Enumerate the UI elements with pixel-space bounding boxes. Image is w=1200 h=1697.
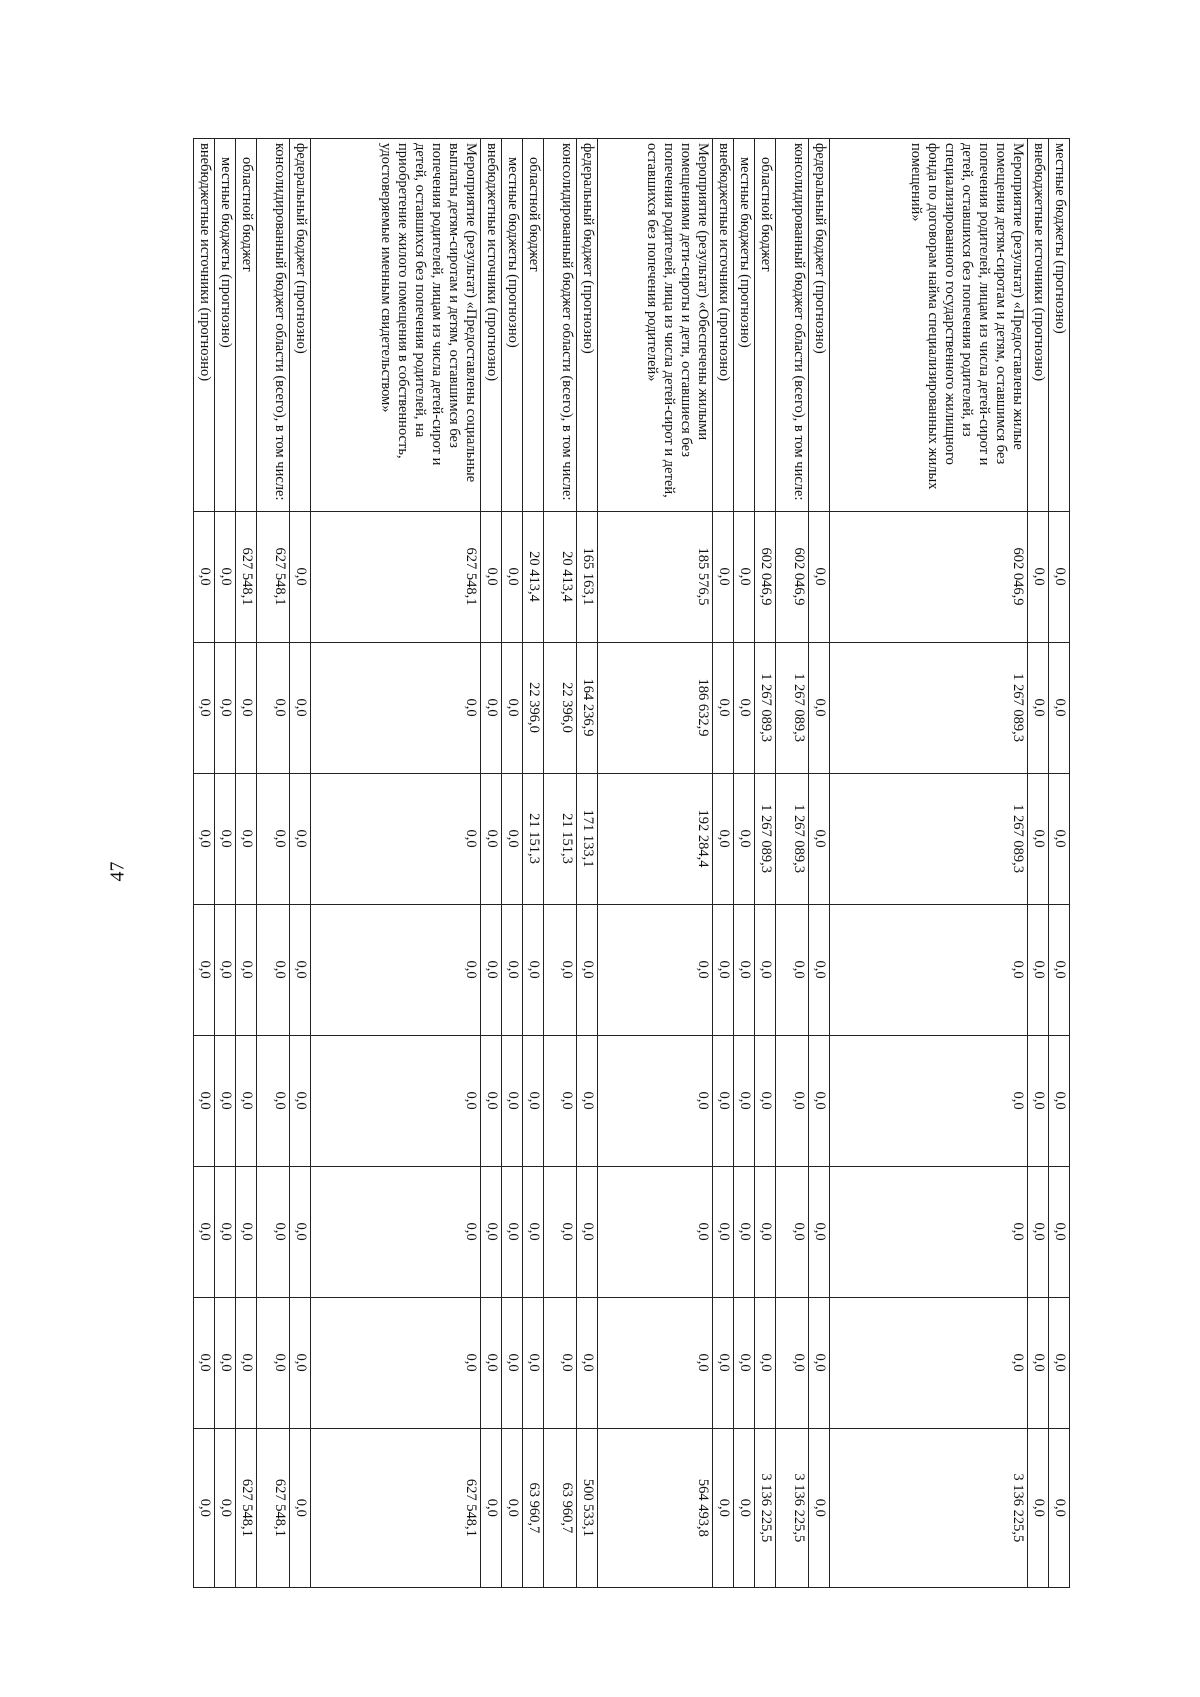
table-row bbox=[502, 139, 523, 1588]
row-value-cell: 0,0 bbox=[808, 773, 829, 904]
row-label: федеральный бюджет (прогнозно) bbox=[576, 139, 597, 512]
row-value-cell: 0,0 bbox=[734, 1297, 755, 1428]
row-value-cell: 602 046,9 bbox=[755, 511, 776, 642]
row-value-cell: 0,0 bbox=[713, 1297, 734, 1428]
row-value-cell: 602 046,9 bbox=[829, 511, 1027, 642]
row-value-cell: 0,0 bbox=[576, 904, 597, 1035]
row-value-cell: 0,0 bbox=[776, 1297, 809, 1428]
row-value-cell: 0,0 bbox=[734, 1166, 755, 1297]
row-value-cell: 0,0 bbox=[236, 642, 257, 773]
row-total-cell: 0,0 bbox=[734, 1428, 755, 1587]
row-value-cell: 0,0 bbox=[576, 1035, 597, 1166]
row-value-cell: 22 396,0 bbox=[523, 642, 544, 773]
row-value-cell: 192 284,4 bbox=[597, 773, 712, 904]
table-row bbox=[523, 139, 544, 1588]
row-value-cell: 0,0 bbox=[544, 1297, 577, 1428]
row-value-cell: 0,0 bbox=[236, 773, 257, 904]
row-label: внебюджетные источники (прогнозно) bbox=[1028, 139, 1049, 512]
row-value-cell: 1 267 089,3 bbox=[776, 642, 809, 773]
row-value-cell: 0,0 bbox=[597, 1297, 712, 1428]
row-total-cell: 627 548,1 bbox=[236, 1428, 257, 1587]
row-value-cell: 0,0 bbox=[734, 642, 755, 773]
row-total-cell: 0,0 bbox=[215, 1428, 236, 1587]
row-label: консолидированный бюджет области (всего), в том числе: bbox=[544, 139, 577, 512]
row-value-cell: 0,0 bbox=[1049, 1035, 1070, 1166]
row-value-cell: 0,0 bbox=[257, 904, 290, 1035]
table-row bbox=[1028, 139, 1049, 1588]
row-value-cell: 0,0 bbox=[755, 1035, 776, 1166]
row-value-cell: 0,0 bbox=[481, 904, 502, 1035]
row-total-cell: 0,0 bbox=[1049, 1428, 1070, 1587]
row-value-cell: 0,0 bbox=[502, 1166, 523, 1297]
row-value-cell: 0,0 bbox=[289, 642, 310, 773]
row-value-cell: 0,0 bbox=[194, 1035, 215, 1166]
row-value-cell: 0,0 bbox=[597, 1035, 712, 1166]
row-value-cell: 22 396,0 bbox=[544, 642, 577, 773]
row-value-cell: 0,0 bbox=[544, 904, 577, 1035]
row-value-cell: 0,0 bbox=[1049, 1297, 1070, 1428]
row-value-cell: 0,0 bbox=[1028, 904, 1049, 1035]
row-total-cell: 0,0 bbox=[194, 1428, 215, 1587]
table-row bbox=[215, 139, 236, 1588]
row-value-cell: 21 151,3 bbox=[544, 773, 577, 904]
row-value-cell: 0,0 bbox=[829, 904, 1027, 1035]
table-row bbox=[310, 139, 481, 1588]
row-value-cell: 0,0 bbox=[808, 1035, 829, 1166]
row-value-cell: 0,0 bbox=[808, 1166, 829, 1297]
row-value-cell: 0,0 bbox=[194, 1297, 215, 1428]
row-total-cell: 3 136 225,5 bbox=[829, 1428, 1027, 1587]
row-value-cell: 1 267 089,3 bbox=[829, 642, 1027, 773]
table-row bbox=[257, 139, 290, 1588]
row-value-cell: 0,0 bbox=[829, 1035, 1027, 1166]
row-total-cell: 0,0 bbox=[481, 1428, 502, 1587]
row-value-cell: 0,0 bbox=[289, 1166, 310, 1297]
table-row bbox=[597, 139, 712, 1588]
row-value-cell: 0,0 bbox=[289, 511, 310, 642]
row-label: Мероприятие (результат) «Обеспечены жилыми помещениями дети-сироты и дети, оставшиеся без попечения родителей, лица из числа детей-сирот и детей, оставшихся без попечения родителей» bbox=[597, 139, 712, 512]
row-total-cell: 3 136 225,5 bbox=[776, 1428, 809, 1587]
row-value-cell: 0,0 bbox=[215, 1297, 236, 1428]
row-value-cell: 0,0 bbox=[734, 773, 755, 904]
row-value-cell: 0,0 bbox=[502, 904, 523, 1035]
table-row bbox=[808, 139, 829, 1588]
row-value-cell: 0,0 bbox=[576, 1166, 597, 1297]
table-row bbox=[236, 139, 257, 1588]
row-value-cell: 0,0 bbox=[1028, 642, 1049, 773]
row-value-cell: 0,0 bbox=[502, 1035, 523, 1166]
row-label: местные бюджеты (прогнозно) bbox=[502, 139, 523, 512]
row-total-cell: 3 136 225,5 bbox=[755, 1428, 776, 1587]
row-value-cell: 1 267 089,3 bbox=[776, 773, 809, 904]
row-value-cell: 0,0 bbox=[215, 773, 236, 904]
row-value-cell: 0,0 bbox=[289, 904, 310, 1035]
row-total-cell: 0,0 bbox=[502, 1428, 523, 1587]
row-value-cell: 0,0 bbox=[215, 642, 236, 773]
row-value-cell: 0,0 bbox=[481, 773, 502, 904]
row-value-cell: 0,0 bbox=[808, 1297, 829, 1428]
row-value-cell: 0,0 bbox=[1049, 642, 1070, 773]
row-label: местные бюджеты (прогнозно) bbox=[215, 139, 236, 512]
row-value-cell: 0,0 bbox=[289, 773, 310, 904]
row-value-cell: 0,0 bbox=[713, 1166, 734, 1297]
row-value-cell: 0,0 bbox=[502, 1297, 523, 1428]
row-value-cell: 0,0 bbox=[215, 511, 236, 642]
table-row bbox=[481, 139, 502, 1588]
row-value-cell: 0,0 bbox=[734, 511, 755, 642]
row-total-cell: 0,0 bbox=[1028, 1428, 1049, 1587]
row-value-cell: 0,0 bbox=[1028, 511, 1049, 642]
row-value-cell: 0,0 bbox=[236, 904, 257, 1035]
row-value-cell: 1 267 089,3 bbox=[755, 642, 776, 773]
table-row bbox=[713, 139, 734, 1588]
row-label: внебюджетные источники (прогнозно) bbox=[713, 139, 734, 512]
row-value-cell: 0,0 bbox=[776, 904, 809, 1035]
row-value-cell: 602 046,9 bbox=[776, 511, 809, 642]
row-value-cell: 0,0 bbox=[576, 1297, 597, 1428]
row-value-cell: 0,0 bbox=[1028, 1166, 1049, 1297]
budget-table-body bbox=[194, 139, 1070, 1588]
row-value-cell: 0,0 bbox=[597, 904, 712, 1035]
row-value-cell: 0,0 bbox=[1028, 1035, 1049, 1166]
row-label: федеральный бюджет (прогнозно) bbox=[289, 139, 310, 512]
row-value-cell: 0,0 bbox=[502, 511, 523, 642]
row-value-cell: 0,0 bbox=[829, 1297, 1027, 1428]
row-value-cell: 1 267 089,3 bbox=[829, 773, 1027, 904]
row-value-cell: 0,0 bbox=[829, 1166, 1027, 1297]
row-value-cell: 0,0 bbox=[523, 1297, 544, 1428]
row-label: федеральный бюджет (прогнозно) bbox=[808, 139, 829, 512]
row-value-cell: 0,0 bbox=[194, 904, 215, 1035]
row-value-cell: 0,0 bbox=[1049, 773, 1070, 904]
row-value-cell: 0,0 bbox=[310, 1166, 481, 1297]
row-value-cell: 164 236,9 bbox=[576, 642, 597, 773]
row-total-cell: 63 960,7 bbox=[544, 1428, 577, 1587]
row-value-cell: 0,0 bbox=[481, 511, 502, 642]
table-row bbox=[194, 139, 215, 1588]
row-value-cell: 0,0 bbox=[236, 1297, 257, 1428]
row-value-cell: 0,0 bbox=[713, 904, 734, 1035]
row-value-cell: 0,0 bbox=[808, 511, 829, 642]
row-value-cell: 0,0 bbox=[257, 642, 290, 773]
row-value-cell: 0,0 bbox=[1049, 1166, 1070, 1297]
page-number: 47 bbox=[106, 861, 129, 882]
row-value-cell: 0,0 bbox=[544, 1035, 577, 1166]
row-total-cell: 63 960,7 bbox=[523, 1428, 544, 1587]
row-value-cell: 0,0 bbox=[310, 773, 481, 904]
row-total-cell: 0,0 bbox=[289, 1428, 310, 1587]
row-value-cell: 0,0 bbox=[502, 642, 523, 773]
row-total-cell: 0,0 bbox=[713, 1428, 734, 1587]
row-value-cell: 0,0 bbox=[257, 1035, 290, 1166]
row-value-cell: 0,0 bbox=[257, 1166, 290, 1297]
row-value-cell: 0,0 bbox=[523, 1166, 544, 1297]
row-value-cell: 0,0 bbox=[713, 511, 734, 642]
row-value-cell: 0,0 bbox=[523, 904, 544, 1035]
row-value-cell: 171 133,1 bbox=[576, 773, 597, 904]
budget-table bbox=[193, 138, 1070, 1588]
row-value-cell: 0,0 bbox=[481, 1035, 502, 1166]
row-value-cell: 0,0 bbox=[502, 773, 523, 904]
row-label: Мероприятие (результат) «Предоставлены жилые помещения детям-сиротам и детям, оставшимся без попечения родителей, лицам из числа детей-сирот и детей, оставшихся без попечения родителей, из специализированного государственного жилищного фонда по договорам найма специализированных жилых помещений» bbox=[829, 139, 1027, 512]
row-value-cell: 185 576,5 bbox=[597, 511, 712, 642]
row-value-cell: 0,0 bbox=[755, 904, 776, 1035]
row-value-cell: 0,0 bbox=[194, 642, 215, 773]
table-row bbox=[1049, 139, 1070, 1588]
row-value-cell: 0,0 bbox=[734, 904, 755, 1035]
row-total-cell: 0,0 bbox=[808, 1428, 829, 1587]
row-value-cell: 0,0 bbox=[310, 1035, 481, 1166]
row-value-cell: 0,0 bbox=[544, 1166, 577, 1297]
row-value-cell: 0,0 bbox=[310, 904, 481, 1035]
row-value-cell: 0,0 bbox=[776, 1166, 809, 1297]
row-label: местные бюджеты (прогнозно) bbox=[734, 139, 755, 512]
row-value-cell: 0,0 bbox=[215, 1166, 236, 1297]
row-value-cell: 1 267 089,3 bbox=[755, 773, 776, 904]
row-value-cell: 0,0 bbox=[481, 1297, 502, 1428]
row-value-cell: 0,0 bbox=[755, 1297, 776, 1428]
row-value-cell: 0,0 bbox=[194, 1166, 215, 1297]
row-value-cell: 0,0 bbox=[713, 773, 734, 904]
row-value-cell: 0,0 bbox=[257, 1297, 290, 1428]
row-label: областной бюджет bbox=[236, 139, 257, 512]
table-row bbox=[829, 139, 1027, 1588]
row-value-cell: 627 548,1 bbox=[310, 511, 481, 642]
row-label: консолидированный бюджет области (всего), в том числе: bbox=[257, 139, 290, 512]
row-value-cell: 0,0 bbox=[713, 1035, 734, 1166]
row-label: Мероприятие (результат) «Предоставлены социальные выплаты детям-сиротам и детям, оставшимся без попечения родителей, лицам из числа детей-сирот и детей, оставшихся без попечения родителей, на приобретение жилого помещения в собственность, удостоверяемые именным свидетельством» bbox=[310, 139, 481, 512]
row-label: областной бюджет bbox=[523, 139, 544, 512]
row-value-cell: 0,0 bbox=[597, 1166, 712, 1297]
row-value-cell: 0,0 bbox=[194, 511, 215, 642]
row-value-cell: 0,0 bbox=[776, 1035, 809, 1166]
row-value-cell: 0,0 bbox=[1049, 511, 1070, 642]
row-label: областной бюджет bbox=[755, 139, 776, 512]
row-value-cell: 0,0 bbox=[755, 1166, 776, 1297]
table-row bbox=[776, 139, 809, 1588]
table-row bbox=[544, 139, 577, 1588]
row-label: внебюджетные источники (прогнозно) bbox=[481, 139, 502, 512]
row-value-cell: 0,0 bbox=[713, 642, 734, 773]
row-total-cell: 627 548,1 bbox=[257, 1428, 290, 1587]
row-value-cell: 0,0 bbox=[1049, 904, 1070, 1035]
row-total-cell: 627 548,1 bbox=[310, 1428, 481, 1587]
row-value-cell: 20 413,4 bbox=[544, 511, 577, 642]
row-total-cell: 500 533,1 bbox=[576, 1428, 597, 1587]
table-row bbox=[734, 139, 755, 1588]
row-value-cell: 0,0 bbox=[289, 1035, 310, 1166]
row-value-cell: 0,0 bbox=[215, 904, 236, 1035]
row-total-cell: 564 493,8 bbox=[597, 1428, 712, 1587]
row-value-cell: 21 151,3 bbox=[523, 773, 544, 904]
row-label: местные бюджеты (прогнозно) bbox=[1049, 139, 1070, 512]
row-value-cell: 0,0 bbox=[481, 1166, 502, 1297]
table-row bbox=[576, 139, 597, 1588]
table-row bbox=[289, 139, 310, 1588]
row-value-cell: 0,0 bbox=[289, 1297, 310, 1428]
row-value-cell: 0,0 bbox=[1028, 1297, 1049, 1428]
budget-table-container bbox=[193, 138, 1070, 1588]
row-value-cell: 0,0 bbox=[1028, 773, 1049, 904]
row-value-cell: 0,0 bbox=[808, 904, 829, 1035]
row-value-cell: 627 548,1 bbox=[257, 511, 290, 642]
row-value-cell: 20 413,4 bbox=[523, 511, 544, 642]
row-label: внебюджетные источники (прогнозно) bbox=[194, 139, 215, 512]
row-value-cell: 0,0 bbox=[236, 1035, 257, 1166]
row-value-cell: 0,0 bbox=[523, 1035, 544, 1166]
row-value-cell: 165 163,1 bbox=[576, 511, 597, 642]
row-value-cell: 0,0 bbox=[310, 642, 481, 773]
row-value-cell: 0,0 bbox=[481, 642, 502, 773]
row-value-cell: 0,0 bbox=[310, 1297, 481, 1428]
row-value-cell: 0,0 bbox=[734, 1035, 755, 1166]
row-value-cell: 0,0 bbox=[236, 1166, 257, 1297]
row-value-cell: 0,0 bbox=[808, 642, 829, 773]
row-value-cell: 627 548,1 bbox=[236, 511, 257, 642]
row-value-cell: 0,0 bbox=[215, 1035, 236, 1166]
table-row bbox=[755, 139, 776, 1588]
row-value-cell: 186 632,9 bbox=[597, 642, 712, 773]
row-value-cell: 0,0 bbox=[257, 773, 290, 904]
row-value-cell: 0,0 bbox=[194, 773, 215, 904]
row-label: консолидированный бюджет области (всего), в том числе: bbox=[776, 139, 809, 512]
